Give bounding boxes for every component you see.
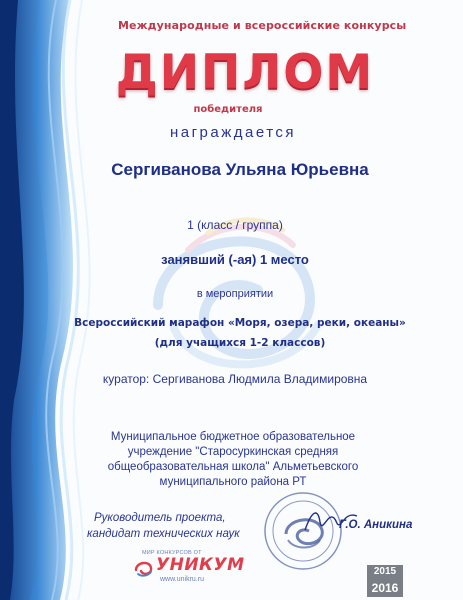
logo-url: www.unikru.ru — [160, 576, 204, 583]
class-line: 1 (класс / группа) — [187, 218, 283, 232]
organization-line: учреждение "Старосуркинская средняя — [127, 446, 339, 458]
organization-line: общеобразовательная школа" Альметьевского — [107, 461, 359, 473]
logo-name: УНИКУМ — [156, 555, 245, 575]
awarded-label: награждается — [169, 124, 297, 141]
event-label: в мероприятии — [196, 288, 274, 300]
recipient-name: Сергиванова Ульяна Юрьевна — [111, 160, 369, 179]
year-badge — [367, 565, 403, 597]
diploma-title: ДИПЛОМ — [115, 45, 375, 100]
supertitle: Международные и всероссийские конкурсы — [118, 19, 407, 32]
organization-block — [78, 430, 388, 490]
place-line: занявший (-ая) 1 место — [161, 252, 309, 267]
logo-tagline: МИР КОНКУРСОВ ОТ — [142, 550, 202, 556]
organization-line: Муниципальное бюджетное образовательное — [110, 431, 356, 443]
event-audience: (для учащихся 1-2 классов) — [154, 337, 326, 349]
organization-line: муниципального района РТ — [159, 476, 307, 488]
signatory-title-2: кандидат технических наук — [87, 528, 240, 540]
badge-year-end: 2016 — [371, 581, 399, 595]
logo-swirl-icon — [132, 556, 154, 578]
curator-line: куратор: Сергиванова Людмила Владимировна — [102, 372, 368, 386]
badge-year-start: 2015 — [373, 566, 397, 577]
signatory-name: Г.О. Аникина — [339, 519, 413, 531]
signatory-title-1: Руководитель проекта, — [94, 512, 226, 524]
unikum-logo — [132, 550, 245, 590]
diploma-subtitle: победителя — [193, 104, 263, 115]
event-title: Всероссийский марафон «Моря, озера, реки, океаны» — [74, 317, 406, 329]
